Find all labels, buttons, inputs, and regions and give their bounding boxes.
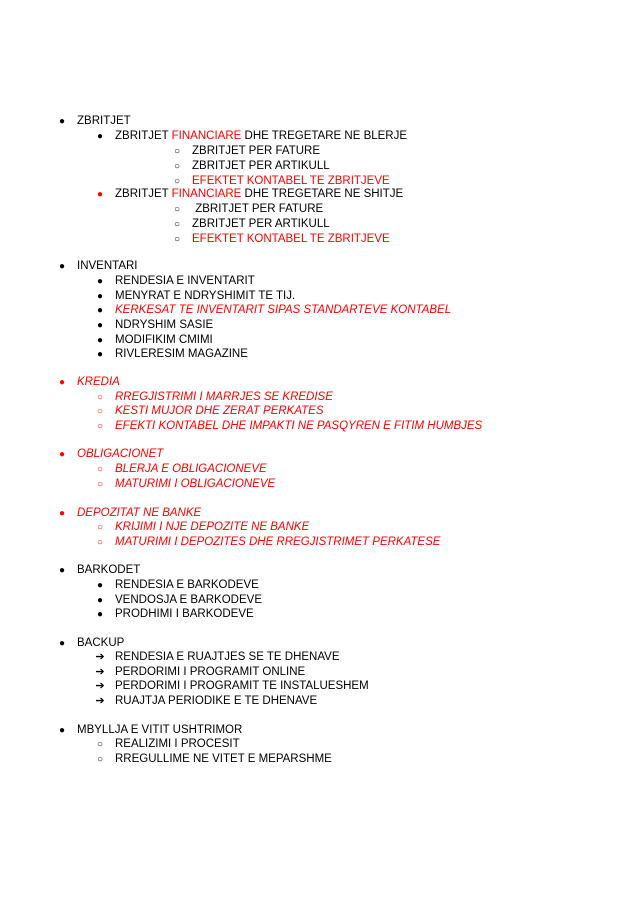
list-item-label: PRODHIMI I BARKODEVE — [115, 608, 254, 620]
section-title: MBYLLJA E VITIT USHTRIMOR — [77, 724, 243, 736]
list-item-label: ZBRITJET PER FATURE — [192, 145, 321, 157]
text-run: ZBRITJET — [115, 130, 172, 142]
bullet-disc-icon: ● — [58, 725, 66, 736]
bullet-disc-icon: ● — [58, 638, 66, 649]
list-item-label: PERDORIMI I PROGRAMIT TE INSTALUESHEM — [115, 680, 369, 692]
list-item-label: MENYRAT E NDRYSHIMIT TE TIJ. — [115, 290, 296, 302]
section-title: OBLIGACIONET — [77, 448, 164, 460]
list-item-label — [115, 187, 403, 202]
bullet-circle-icon: ○ — [96, 421, 104, 432]
bullet-disc-icon: ● — [58, 116, 66, 127]
list-item-label: BLERJA E OBLIGACIONEVE — [115, 463, 267, 475]
list-item-label: KERKESAT TE INVENTARIT SIPAS STANDARTEVE KONTABEL — [115, 304, 452, 316]
bullet-disc-icon: ● — [96, 305, 104, 316]
list-item-label: PERDORIMI I PROGRAMIT ONLINE — [115, 666, 306, 678]
bullet-disc-icon: ● — [96, 580, 104, 591]
bullet-circle-icon: ○ — [96, 754, 104, 765]
bullet-circle-icon: ○ — [96, 406, 104, 417]
list-item-label: EFEKTET KONTABEL TE ZBRITJEVE — [192, 233, 390, 245]
bullet-disc-icon: ● — [96, 349, 104, 360]
list-item-label: KESTI MUJOR DHE ZERAT PERKATES — [115, 405, 324, 417]
bullet-circle-icon: ○ — [173, 204, 181, 215]
section-title: DEPOZITAT NE BANKE — [77, 507, 202, 519]
list-item-label: RREGULLIME NE VITET E MEPARSHME — [115, 753, 332, 765]
list-item-label: RENDESIA E BARKODEVE — [115, 579, 259, 591]
text-run: DHE TREGETARE NE SHITJE — [241, 188, 404, 200]
list-item-label: EFEKTI KONTABEL DHE IMPAKTI NE PASQYREN E FITIM HUMBJES — [115, 420, 483, 432]
bullet-circle-icon: ○ — [96, 464, 104, 475]
bullet-disc-icon: ● — [96, 276, 104, 287]
bullet-disc-icon: ● — [96, 595, 104, 606]
list-item-label: ZBRITJET PER ARTIKULL — [192, 218, 330, 230]
arrow-right-icon: ➔ — [95, 651, 105, 663]
list-item-label: MATURIMI I DEPOZITES DHE RREGJISTRIMET PERKATESE — [115, 536, 441, 548]
section-title: INVENTARI — [77, 260, 138, 272]
bullet-circle-icon: ○ — [96, 739, 104, 750]
list-item-label: ZBRITJET PER ARTIKULL — [192, 160, 330, 172]
list-item-label: RENDESIA E INVENTARIT — [115, 275, 255, 287]
list-item-label: KRIJIMI I NJE DEPOZITE NE BANKE — [115, 521, 310, 533]
list-item-label: RREGJISTRIMI I MARRJES SE KREDISE — [115, 391, 333, 403]
section-title: ZBRITJET — [77, 115, 131, 127]
bullet-disc-icon: ● — [96, 320, 104, 331]
list-item-label: EFEKTET KONTABEL TE ZBRITJEVE — [192, 175, 390, 187]
list-item-label: RUAJTJA PERIODIKE E TE DHENAVE — [115, 695, 318, 707]
text-run: DHE TREGETARE NE BLERJE — [241, 130, 408, 142]
bullet-disc-icon: ● — [58, 565, 66, 576]
bullet-disc-icon: ● — [96, 335, 104, 346]
arrow-right-icon: ➔ — [95, 695, 105, 707]
list-item-label: MODIFIKIM CMIMI — [115, 334, 213, 346]
highlighted-text: FINANCIARE — [171, 188, 242, 200]
arrow-right-icon: ➔ — [95, 680, 105, 692]
section-title: BARKODET — [77, 564, 141, 576]
bullet-circle-icon: ○ — [96, 392, 104, 403]
list-item-label: REALIZIMI I PROCESIT — [115, 738, 240, 750]
bullet-disc-icon: ● — [58, 508, 66, 519]
arrow-right-icon: ➔ — [95, 666, 105, 678]
bullet-disc-icon: ● — [96, 291, 104, 302]
bullet-disc-icon: ● — [96, 189, 104, 200]
list-item-label: VENDOSJA E BARKODEVE — [115, 594, 262, 606]
bullet-circle-icon: ○ — [96, 479, 104, 490]
section-title: KREDIA — [77, 376, 120, 388]
list-item-label: RENDESIA E RUAJTJES SE TE DHENAVE — [115, 651, 340, 663]
section-title: BACKUP — [77, 637, 125, 649]
bullet-disc-icon: ● — [96, 131, 104, 142]
bullet-circle-icon: ○ — [173, 146, 181, 157]
bullet-circle-icon: ○ — [96, 522, 104, 533]
text-run: ZBRITJET — [115, 188, 172, 200]
highlighted-text: FINANCIARE — [171, 130, 242, 142]
list-item-label: RIVLERESIM MAGAZINE — [115, 348, 248, 360]
bullet-circle-icon: ○ — [173, 176, 181, 187]
list-item-label — [115, 129, 407, 144]
list-item-label: NDRYSHIM SASIE — [115, 319, 214, 331]
bullet-disc-icon: ● — [58, 261, 66, 272]
bullet-disc-icon: ● — [58, 377, 66, 388]
bullet-disc-icon: ● — [58, 449, 66, 460]
bullet-circle-icon: ○ — [173, 219, 181, 230]
bullet-circle-icon: ○ — [96, 537, 104, 548]
bullet-circle-icon: ○ — [173, 234, 181, 245]
bullet-disc-icon: ● — [96, 609, 104, 620]
bullet-circle-icon: ○ — [173, 161, 181, 172]
list-item-label: ZBRITJET PER FATURE — [192, 203, 324, 215]
list-item-label: MATURIMI I OBLIGACIONEVE — [115, 478, 276, 490]
